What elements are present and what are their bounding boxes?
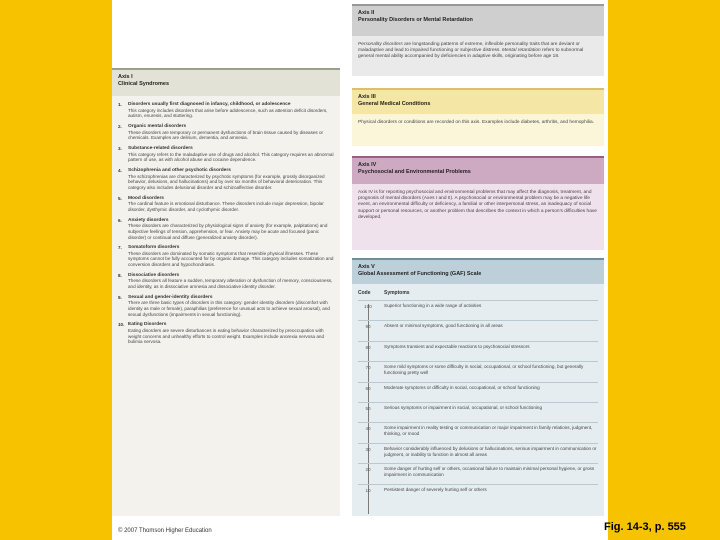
gaf-row: [358, 443, 598, 463]
axis1-panel: [112, 68, 340, 516]
copyright-notice: © 2007 Thomson Higher Education: [118, 528, 212, 534]
item-description: There are three basic types of disorders in this category: gender identity disorders (discomfort with identity as male or female), paraphilias (preference for unusual acts to achieve sexual arousal), and sexual dysfunctions (impairments in sexual functioning).: [128, 300, 330, 317]
axis1-list-item: [118, 124, 334, 141]
item-title: Organic mental disorders: [128, 123, 187, 129]
gaf-symptom: Behavior considerably influenced by delusions or hallucinations, serious impairment in communication or judgment, or inability to function in almost all areas: [384, 445, 597, 457]
axis1-list-item: [118, 168, 334, 191]
item-number: 4.: [118, 167, 122, 173]
item-number: 3.: [118, 145, 122, 151]
axis1-list-item: [118, 295, 334, 318]
gaf-code: 20: [365, 467, 371, 473]
axis2-header: [352, 6, 604, 36]
axis1-list-item: [118, 218, 334, 241]
item-title: Substance-related disorders: [128, 145, 193, 151]
item-number: 9.: [118, 294, 122, 300]
gaf-row: [358, 484, 598, 504]
item-description: These disorders all feature a sudden, temporary alteration or dysfunction of memory, consciousness, and identity, as in dissociative amnesia and dissociative identity disorder.: [128, 278, 333, 290]
axis2-term-retardation: Mental retardation: [502, 48, 541, 54]
axis2-text: [358, 42, 598, 61]
axis3-title: General Medical Conditions: [358, 101, 431, 107]
item-number: 2.: [118, 123, 122, 129]
axis4-panel: [352, 156, 604, 250]
axis2-term-personality: Personality disorders: [358, 42, 403, 47]
axis1-list-item: [118, 273, 334, 290]
axis1-list-item: [118, 196, 334, 213]
item-description: This category includes disorders that arise before adolescence, such as attention deficit disorders, autism, enuresis, and stuttering.: [128, 107, 328, 119]
item-number: 1.: [118, 102, 122, 107]
gaf-row: [358, 402, 598, 422]
axis5-title: Global Assessment of Functioning (GAF) Scale: [358, 271, 482, 277]
item-number: 10.: [118, 322, 125, 328]
gaf-symptom: Superior functioning in a wide range of activities: [384, 303, 482, 308]
gaf-code: 100: [364, 304, 372, 309]
gaf-symptom: Some impairment in reality testing or communication or major impairment in family relations, judgment, thinking, or mood: [384, 425, 593, 437]
gaf-row: [358, 463, 598, 483]
axis3-label: Axis III: [358, 94, 376, 100]
axis4-label: Axis IV: [358, 162, 377, 168]
axis4-text: Axis IV is for reporting psychosocial and environmental problems that may affect the diagnosis, treatment, and prognosis of mental disorders (Axes I and II). A psychosocial or environmental problem may be a negative life event, an environmental difficulty or deficiency, a familial or other interpersonal stress, an inadequacy of social support or personal resources, or another problem that describes the context in which a person's difficulties have developed.: [358, 190, 597, 220]
gaf-row: [358, 382, 598, 402]
axis5-panel: [352, 258, 604, 516]
axis5-header: [352, 260, 604, 284]
item-title: Anxiety disorders: [128, 217, 169, 223]
gaf-code-header: Code: [358, 290, 371, 296]
item-description: This category refers to the maladaptive use of drugs and alcohol. This category requires an abnormal pattern of use, as with alcohol abuse and cocaine dependence.: [128, 151, 334, 163]
item-description: The cardinal feature is emotional disturbance. These disorders include major depression, bipolar disorder, dysthymic disorder, and cyclothymic disorder.: [128, 201, 324, 212]
axis2-panel: [352, 4, 604, 76]
axis3-panel: [352, 88, 604, 146]
gaf-row: [358, 300, 598, 320]
gaf-code: 60: [365, 385, 371, 391]
item-description: These disorders are dominated by somatic symptoms that resemble physical illnesses. These symptoms cannot be fully accounted for by organic damage. This category includes somatization and conversion disorders and hypochondriasis.: [128, 250, 334, 268]
gaf-symptom: Serious symptoms or impairment in social, occupational, or school functioning: [384, 404, 543, 410]
axis1-list-item: [118, 322, 334, 345]
figure-page: [112, 0, 608, 540]
figure-caption: Fig. 14-3, p. 555: [604, 521, 686, 533]
item-number: 5.: [118, 195, 122, 201]
item-title: Disorders usually first diagnosed in infancy, childhood, or adolescence: [128, 102, 291, 107]
item-title: Somatoform disorders: [128, 245, 180, 251]
axis5-label: Axis V: [358, 264, 375, 270]
item-number: 7.: [118, 245, 122, 251]
gaf-symptom: Moderate symptoms or difficulty in social, occupational, or school functioning: [384, 384, 540, 390]
gaf-row: [358, 422, 598, 442]
axis1-label: Axis I: [118, 74, 133, 80]
gaf-symptom: Persistent danger of severely hurting self or others: [384, 486, 487, 492]
gaf-symptom: Symptoms transient and expectable reactions to psychosocial stressors: [384, 343, 530, 349]
gaf-code: 10: [365, 487, 371, 493]
item-title: Sexual and gender-identity disorders: [128, 294, 213, 300]
item-description: Eating disorders are severe disturbances in eating behavior characterized by preoccupation with weight concerns and unhealthy efforts to control weight. Examples include anorexia nervosa and bulimia nervosa.: [128, 328, 325, 345]
item-title: Mood disorders: [128, 195, 164, 201]
axis1-header: [112, 68, 340, 96]
gaf-row: [358, 320, 598, 340]
gaf-code: 30: [365, 446, 371, 452]
axis1-list-item: [118, 245, 334, 268]
axis4-title: Psychosocial and Environmental Problems: [358, 169, 471, 175]
axis1-list-item: [118, 102, 334, 119]
gaf-symptoms-header: Symptoms: [384, 290, 410, 296]
item-title: Schizophrenia and other psychotic disorders: [128, 167, 231, 173]
gaf-row: [358, 361, 598, 381]
item-description: These disorders are characterized by physiological signs of anxiety (for example, palpitations) and subjective feelings of tension, apprehension, or fear. Anxiety may be acute and focused (panic disorder) or continual and diffuse (generalized anxiety disorder).: [128, 223, 328, 240]
axis3-header: [352, 90, 604, 114]
axis2-def-retardation: refers to subnormal general mental ability accompanied by deficiencies in adaptive skills, originating before age 18.: [358, 48, 584, 60]
axis1-title: Clinical Syndromes: [118, 81, 170, 87]
item-number: 8.: [118, 272, 122, 278]
item-description: These disorders are temporary or permanent dysfunctions of brain tissue caused by diseases or chemicals. Examples are delirium, dementia, and amnesia.: [128, 129, 324, 141]
axis2-title: Personality Disorders or Mental Retardation: [358, 17, 473, 23]
item-description: The schizophrenias are characterized by psychotic symptoms (for example, grossly disorganized behavior, delusions, and hallucinations) and by over six months of behavioral deterioration. This category also includes delusional disorder and schizoaffective disorder.: [128, 173, 325, 190]
axis2-def-personality: are longstanding patterns of extreme, inflexible personality traits that are deviant or maladaptive and lead to impaired functioning or subjective distress.: [358, 42, 580, 54]
gaf-table: [358, 300, 598, 504]
item-number: 6.: [118, 217, 122, 223]
gaf-row: [358, 341, 598, 361]
axis4-header: [352, 158, 604, 184]
gaf-code: 40: [365, 426, 371, 432]
gaf-symptom: Some danger of hurting self or others, occasional failure to maintain minimal personal hygiene, or gross impairment in communication: [384, 466, 595, 477]
item-title: Eating Disorders: [128, 322, 167, 328]
axis1-list-item: [118, 146, 334, 163]
gaf-symptom: Some mild symptoms or some difficulty in social, occupational, or school functioning, but generally functioning pretty well: [384, 364, 584, 375]
gaf-code: 90: [365, 324, 371, 330]
item-title: Dissociative disorders: [128, 272, 180, 278]
axis2-label: Axis II: [358, 10, 375, 16]
gaf-code: 80: [365, 344, 371, 350]
axis3-text: Physical disorders or conditions are recorded on this axis. Examples include diabetes, arthritis, and hemophilia.: [358, 120, 594, 125]
gaf-code: 70: [365, 365, 371, 371]
axis1-list: [118, 102, 334, 350]
gaf-symptom: Absent or minimal symptoms, good functioning in all areas: [384, 323, 503, 329]
gaf-code: 50: [365, 405, 371, 411]
